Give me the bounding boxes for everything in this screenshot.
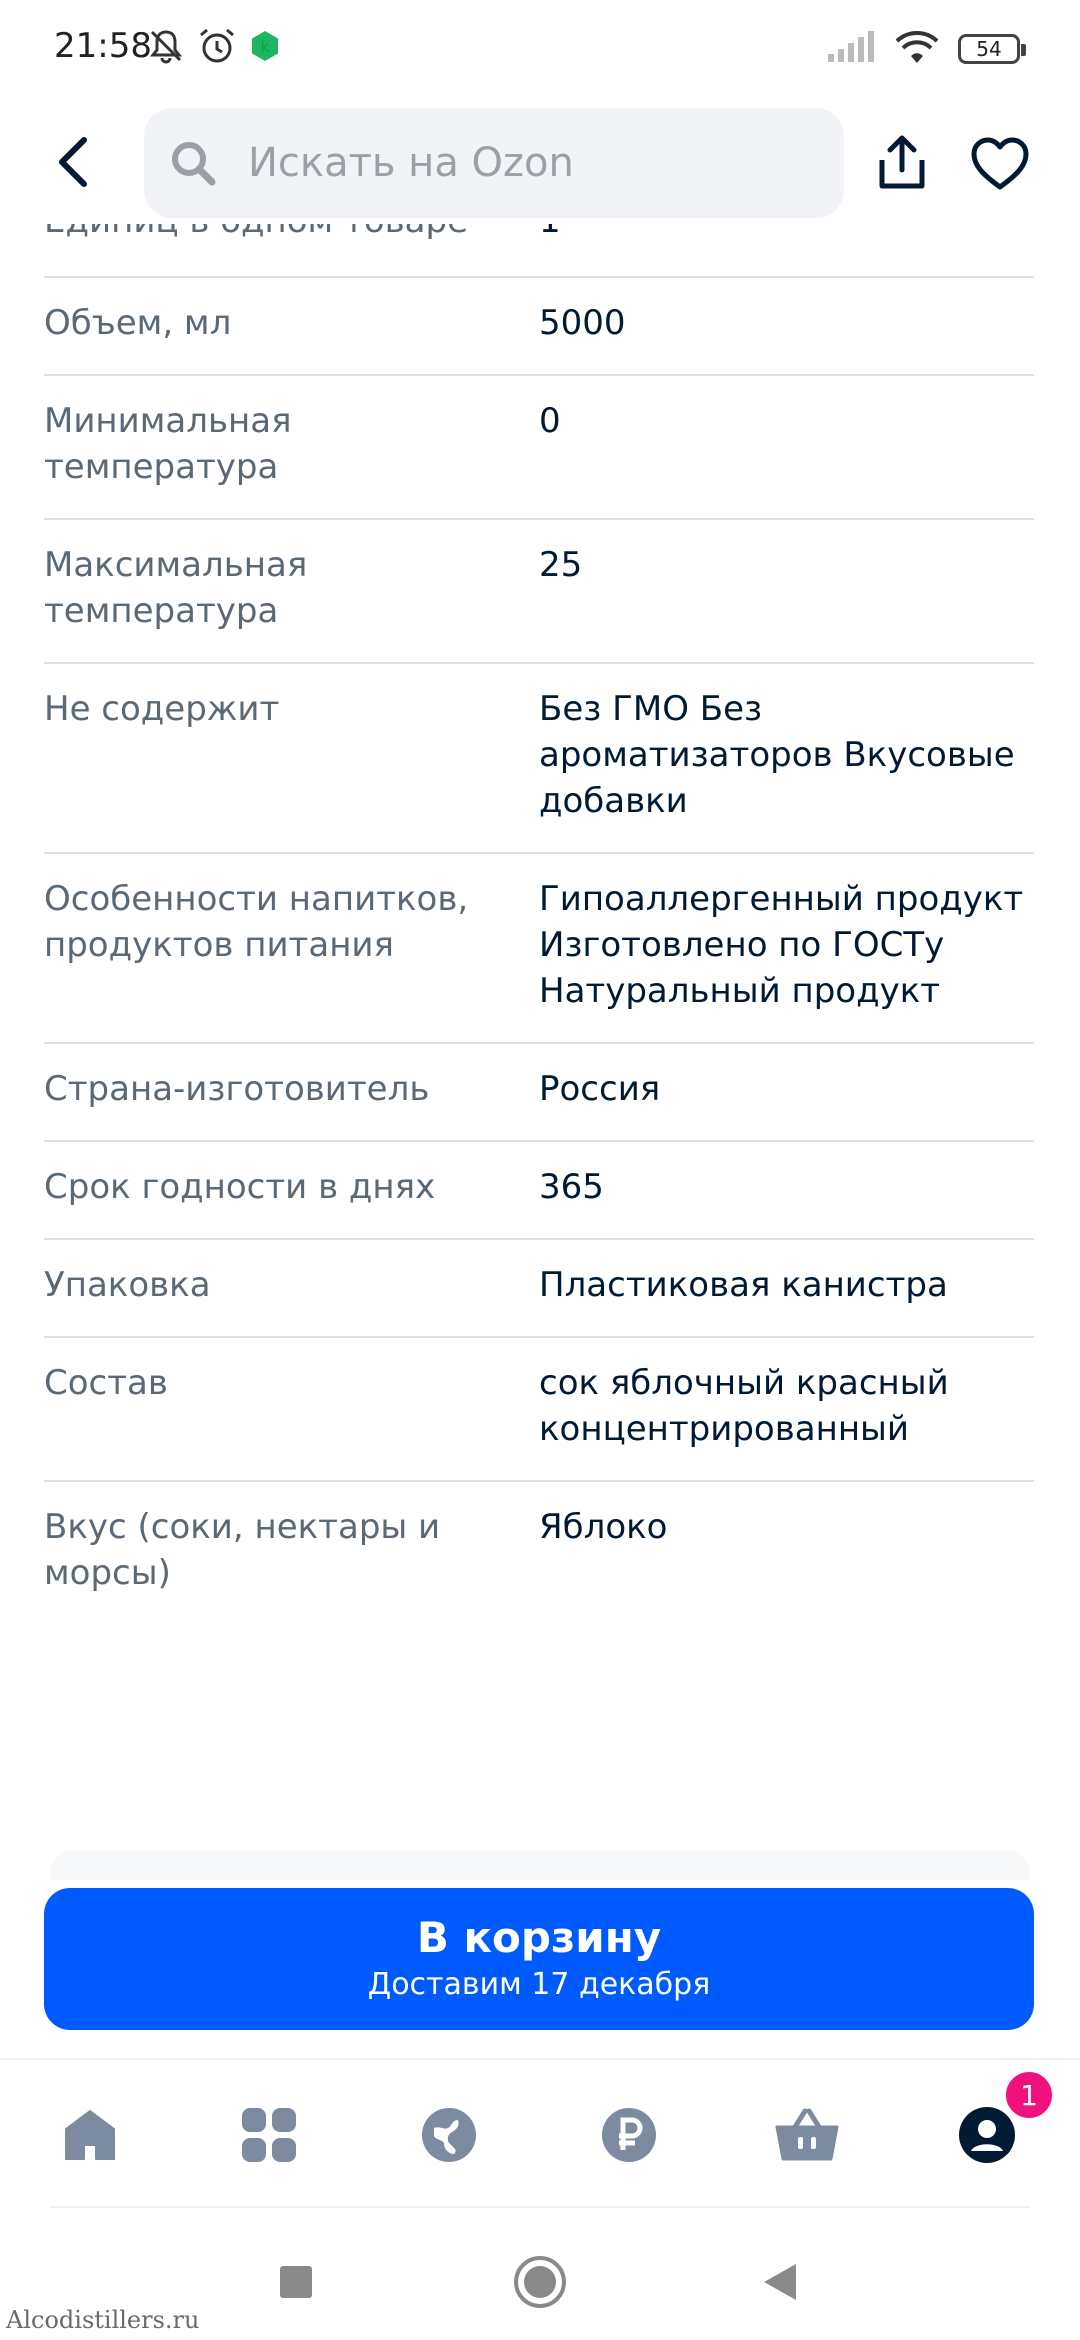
spec-value: Яблоко <box>539 1507 668 1547</box>
spec-value: 5000 <box>539 303 626 343</box>
spec-name: Состав <box>44 1363 168 1403</box>
favorite-button[interactable] <box>970 136 1030 192</box>
nav-divider <box>50 2206 1030 2208</box>
spec-value: сок яблочный красный концентрированный <box>539 1363 949 1449</box>
home-icon <box>60 2107 120 2163</box>
spec-name: Объем, мл <box>44 303 232 343</box>
recent-apps-icon <box>278 2264 314 2300</box>
header <box>0 100 1080 224</box>
wifi-icon <box>894 29 940 69</box>
spec-name: Особенности напитков, продуктов питания <box>44 879 469 965</box>
profile-icon <box>957 2105 1017 2165</box>
spec-row <box>44 376 1034 520</box>
home-circle-icon <box>513 2255 567 2309</box>
nav-home[interactable] <box>55 2100 125 2170</box>
search-input[interactable] <box>144 108 844 218</box>
spec-row <box>44 278 1034 376</box>
mute-icon <box>146 26 186 70</box>
spec-value: 0 <box>539 401 561 441</box>
back-triangle-icon <box>760 2262 800 2302</box>
spec-value: Без ГМО Без ароматизаторов Вкусовые добавки <box>539 689 1015 821</box>
spec-row <box>44 520 1034 664</box>
spec-value: Пластиковая канистра <box>539 1265 948 1305</box>
profile-notification-badge: 1 <box>1002 2068 1056 2122</box>
battery-icon: 54 <box>958 34 1020 64</box>
share-icon <box>876 134 928 192</box>
watermark: Alcodistillers.ru <box>6 2306 200 2334</box>
spec-row <box>44 854 1034 1044</box>
recent-apps-button[interactable] <box>266 2252 326 2312</box>
spec-name: Не содержит <box>44 689 280 729</box>
kaspersky-icon <box>248 29 282 67</box>
spec-row <box>44 664 1034 854</box>
spec-name: Срок годности в днях <box>44 1167 436 1207</box>
spec-row <box>44 1338 1034 1482</box>
spec-row <box>44 1142 1034 1240</box>
back-system-button[interactable] <box>750 2252 810 2312</box>
back-button[interactable] <box>44 130 104 194</box>
home-system-button[interactable] <box>510 2252 570 2312</box>
spec-value: Россия <box>539 1069 661 1109</box>
spec-value: Гипоаллергенный продукт Изготовлено по ГОСТу Натуральный продукт <box>539 879 1024 1011</box>
search-placeholder: Искать на Ozon <box>248 140 574 186</box>
status-time: 21:58 <box>54 26 152 66</box>
status-bar <box>0 0 1080 96</box>
spec-value: 25 <box>539 545 583 585</box>
search-icon <box>168 138 218 188</box>
spec-row <box>44 1482 1034 1624</box>
spec-row <box>44 1044 1034 1142</box>
heart-icon <box>970 136 1030 192</box>
fresh-icon <box>420 2106 478 2164</box>
cart-button-title: В корзину <box>416 1913 662 1962</box>
status-icons-left <box>146 24 282 72</box>
cart-icon <box>775 2107 839 2163</box>
status-icons-right <box>826 26 1020 72</box>
spec-name: Страна-изготовитель <box>44 1069 430 1109</box>
next-section-card <box>50 1850 1030 1880</box>
cart-button-subtitle: Доставим 17 декабря <box>367 1967 711 2002</box>
chevron-left-icon <box>54 136 94 188</box>
spec-name: Вкус (соки, нектары и морсы) <box>44 1507 441 1593</box>
svg-text:k: k <box>260 38 270 56</box>
nav-catalog[interactable] <box>234 2100 304 2170</box>
nav-cart[interactable] <box>772 2100 842 2170</box>
signal-icon <box>826 30 876 68</box>
spec-name: Максимальная температура <box>44 545 308 631</box>
specs-list <box>44 200 1034 1624</box>
spec-value: 365 <box>539 1167 604 1207</box>
catalog-icon <box>240 2106 298 2164</box>
bottom-nav <box>0 2058 1080 2208</box>
spec-name: Упаковка <box>44 1265 211 1305</box>
spec-name: Минимальная температура <box>44 401 292 487</box>
share-button[interactable] <box>876 134 928 192</box>
points-icon <box>600 2106 658 2164</box>
nav-fresh[interactable] <box>414 2100 484 2170</box>
nav-points[interactable] <box>594 2100 664 2170</box>
alarm-icon <box>196 25 238 71</box>
spec-row <box>44 1240 1034 1338</box>
add-to-cart-button[interactable] <box>44 1888 1034 2030</box>
